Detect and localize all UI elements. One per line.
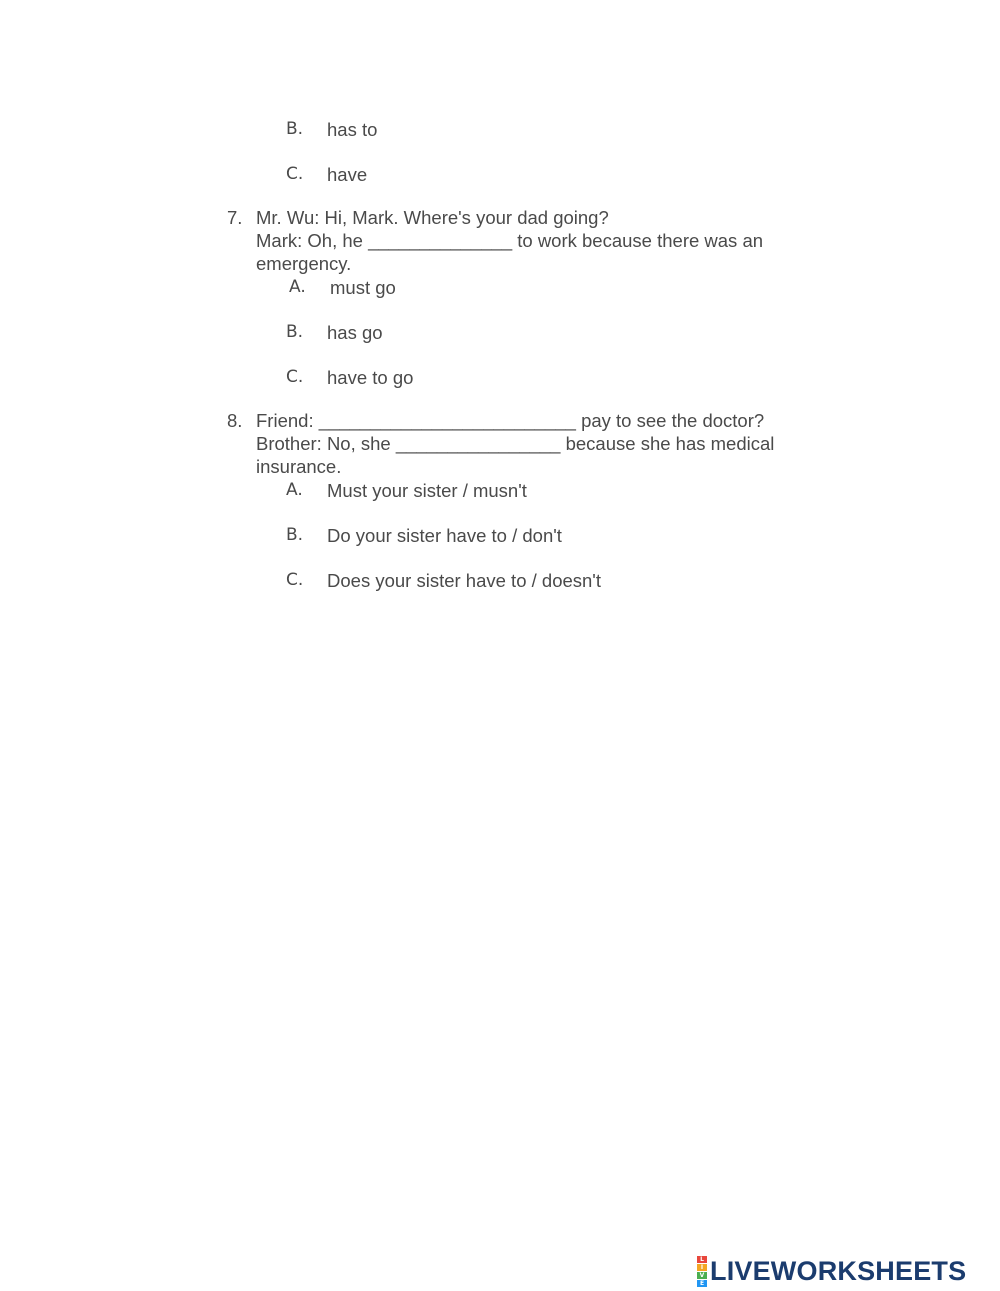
option-letter: C. [286,367,304,387]
question-text [256,409,826,478]
question-text [256,206,826,275]
option-letter: A. [286,480,303,500]
question-line: Brother: No, she ________________ because she has medical [256,433,775,454]
liveworksheets-logo [697,1255,966,1287]
question-number: 8. [227,410,243,431]
logo-block: L [697,1256,707,1263]
option-text: has go [327,322,383,343]
logo-block: E [697,1280,707,1287]
option-text: has to [327,119,378,140]
logo-block: I [697,1264,707,1271]
option-letter: B. [286,322,304,342]
question-number: 7. [227,207,243,228]
option-text: Do your sister have to / don't [327,525,562,546]
logo-blocks-icon [697,1256,707,1287]
option-text: have [327,164,368,185]
option-text: have to go [327,367,414,388]
logo-text: LIVEWORKSHEETS [710,1256,967,1286]
question-line: emergency. [256,253,352,274]
option-text: Must your sister / musn't [327,480,527,501]
option-letter: C. [286,164,304,184]
question-line: insurance. [256,456,342,477]
question-line: Mark: Oh, he ______________ to work because there was an [256,230,764,251]
option-text: must go [330,277,396,298]
option-letter: A. [289,277,306,297]
question-line: Mr. Wu: Hi, Mark. Where's your dad going? [256,207,609,228]
option-letter: B. [286,525,304,545]
option-letter: C. [286,570,304,590]
logo-block: V [697,1272,707,1279]
option-text: Does your sister have to / doesn't [327,570,601,591]
option-letter: B. [286,119,304,139]
question-line: Friend: _________________________ pay to see the doctor? [256,410,765,431]
